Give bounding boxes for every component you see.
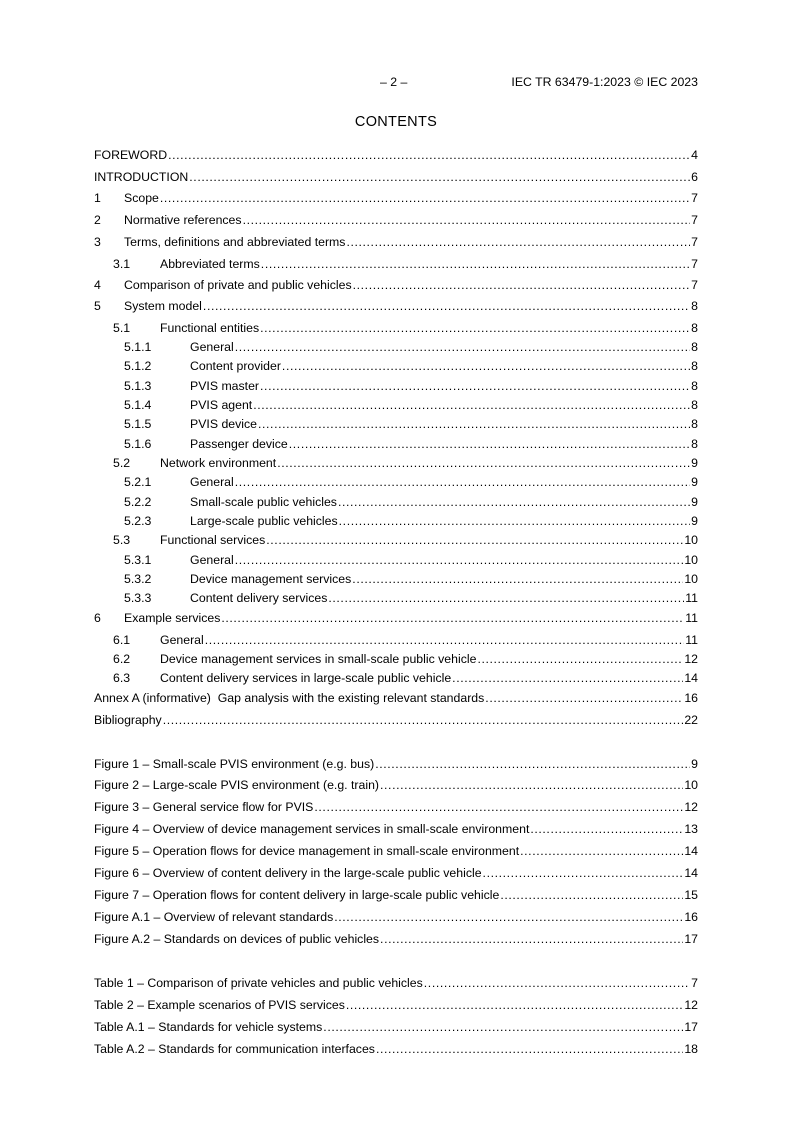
toc-entry-page: 9 xyxy=(691,495,698,509)
toc-entry-passenger-device[interactable] xyxy=(94,436,698,452)
table-entry[interactable] xyxy=(94,1019,698,1035)
figure-entry-text: Figure 7 – Operation flows for content delivery in large-scale public vehicle xyxy=(94,888,500,902)
toc-entry-number: 3.1 xyxy=(113,257,131,271)
toc-entry-text: Annex A (informative) Gap analysis with the existing relevant standards xyxy=(94,691,485,705)
toc-entry-text: Normative references xyxy=(124,213,242,227)
table-entry-text: Table A.1 – Standards for vehicle systems xyxy=(94,1020,323,1034)
figure-entry[interactable] xyxy=(94,865,698,881)
leader-dots xyxy=(483,865,684,881)
toc-entry-page: 8 xyxy=(691,379,698,393)
leader-dots xyxy=(530,821,683,837)
toc-entry-number: 4 xyxy=(94,278,101,292)
toc-entry-text: General xyxy=(190,553,234,567)
toc-entry-text: Content provider xyxy=(190,359,281,373)
toc-entry-number: 5.2.3 xyxy=(124,514,152,528)
leader-dots xyxy=(235,339,690,355)
table-entry-text: Table 2 – Example scenarios of PVIS services xyxy=(94,998,345,1012)
toc-entry-number: 5.1 xyxy=(113,321,131,335)
toc-entry-text: FOREWORD xyxy=(94,148,168,162)
toc-entry-example-services[interactable] xyxy=(94,610,698,626)
leader-dots xyxy=(346,997,683,1013)
figure-entry-text: Figure 3 – General service flow for PVIS xyxy=(94,800,314,814)
figure-entry[interactable] xyxy=(94,821,698,837)
toc-entry-device-management-example[interactable] xyxy=(94,651,698,667)
toc-entry-text: Functional services xyxy=(160,533,266,547)
toc-entry-number: 3 xyxy=(94,235,101,249)
leader-dots xyxy=(339,513,691,529)
leader-dots xyxy=(160,190,690,206)
toc-entry-terms[interactable] xyxy=(94,234,698,250)
toc-entry-normative-references[interactable] xyxy=(94,212,698,228)
toc-entry-number: 2 xyxy=(94,213,101,227)
leader-dots xyxy=(243,212,691,228)
toc-entry-content-delivery-example[interactable] xyxy=(94,670,698,686)
leader-dots xyxy=(500,887,683,903)
toc-entry-pvis-agent[interactable] xyxy=(94,397,698,413)
toc-entry-page: 11 xyxy=(685,611,698,625)
leader-dots xyxy=(221,610,684,626)
leader-dots xyxy=(353,277,691,293)
toc-entry-scope[interactable] xyxy=(94,190,698,206)
figure-entry[interactable] xyxy=(94,756,698,772)
toc-entry-text: Abbreviated terms xyxy=(160,257,260,271)
toc-entry-text: General xyxy=(190,340,234,354)
toc-entry-text: INTRODUCTION xyxy=(94,170,189,184)
leader-dots xyxy=(168,147,690,163)
table-entry-page: 7 xyxy=(691,976,698,990)
leader-dots xyxy=(277,455,690,471)
toc-entry-page: 14 xyxy=(684,671,698,685)
toc-entry-page: 9 xyxy=(691,514,698,528)
leader-dots xyxy=(266,532,683,548)
leader-dots xyxy=(334,909,683,925)
table-entry[interactable] xyxy=(94,997,698,1013)
figure-entry[interactable] xyxy=(94,799,698,815)
leader-dots xyxy=(452,670,683,686)
toc-entry-number: 5.3.1 xyxy=(124,553,152,567)
leader-dots xyxy=(289,436,690,452)
toc-entry-page: 11 xyxy=(685,591,698,605)
leader-dots xyxy=(477,651,683,667)
toc-entry-network-environment[interactable] xyxy=(94,455,698,471)
toc-entry-text: Scope xyxy=(124,191,159,205)
toc-entry-number: 5.2 xyxy=(113,456,131,470)
toc-entry-number: 5.1.4 xyxy=(124,398,152,412)
leader-dots xyxy=(323,1019,683,1035)
figure-entry-text: Figure 1 – Small-scale PVIS environment (e.g. bus) xyxy=(94,757,375,771)
toc-entry-number: 5.3 xyxy=(113,533,131,547)
toc-entry-number: 5.2.2 xyxy=(124,495,152,509)
toc-entry-functional-entities[interactable] xyxy=(94,320,698,336)
figure-entry-page: 12 xyxy=(684,800,698,814)
toc-entry-comparison[interactable] xyxy=(94,277,698,293)
leader-dots xyxy=(189,169,690,185)
toc-entry-page: 7 xyxy=(691,235,698,249)
toc-entry-text: Device management services in small-scale public vehicle xyxy=(160,652,477,666)
toc-entry-abbreviated-terms[interactable] xyxy=(94,256,698,272)
toc-entry-page: 12 xyxy=(684,652,698,666)
toc-entry-page: 8 xyxy=(691,398,698,412)
leader-dots xyxy=(346,234,690,250)
toc-entry-page: 7 xyxy=(691,191,698,205)
leader-dots xyxy=(328,590,684,606)
figure-entry[interactable] xyxy=(94,909,698,925)
toc-entry-page: 7 xyxy=(691,213,698,227)
toc-entry-text: Device management services xyxy=(190,572,352,586)
figure-entry-page: 14 xyxy=(684,844,698,858)
leader-dots xyxy=(424,975,690,991)
toc-entry-number: 6.3 xyxy=(113,671,131,685)
toc-entry-page: 9 xyxy=(691,475,698,489)
leader-dots xyxy=(260,320,690,336)
leader-dots xyxy=(253,397,690,413)
figure-entry-page: 13 xyxy=(684,822,698,836)
toc-entry-pvis-master[interactable] xyxy=(94,378,698,394)
figure-entry[interactable] xyxy=(94,931,698,947)
leader-dots xyxy=(282,358,690,374)
toc-entry-number: 6 xyxy=(94,611,101,625)
contents-title: CONTENTS xyxy=(354,114,438,130)
leader-dots xyxy=(520,843,683,859)
table-entry-page: 18 xyxy=(684,1042,698,1056)
toc-entry-page: 8 xyxy=(691,417,698,431)
leader-dots xyxy=(352,571,683,587)
toc-entry-page: 8 xyxy=(691,321,698,335)
toc-entry-content-provider[interactable] xyxy=(94,358,698,374)
toc-entry-text: General xyxy=(160,633,204,647)
toc-entry-page: 11 xyxy=(685,633,698,647)
figure-entry-page: 15 xyxy=(684,888,698,902)
toc-entry-text: Network environment xyxy=(160,456,277,470)
toc-entry-page: 8 xyxy=(691,359,698,373)
table-entry-text: Table 1 – Comparison of private vehicles and public vehicles xyxy=(94,976,423,990)
toc-entry-number: 5.1.1 xyxy=(124,340,152,354)
leader-dots xyxy=(261,256,690,272)
toc-entry-page: 8 xyxy=(691,299,698,313)
leader-dots xyxy=(375,756,690,772)
toc-entry-page: 16 xyxy=(684,691,698,705)
toc-entry-general-61[interactable] xyxy=(94,632,698,648)
toc-entry-number: 5.1.3 xyxy=(124,379,152,393)
leader-dots xyxy=(205,632,684,648)
toc-entry-small-scale-vehicles[interactable] xyxy=(94,494,698,510)
toc-entry-pvis-device[interactable] xyxy=(94,416,698,432)
table-entry[interactable] xyxy=(94,1041,698,1057)
table-entry-text: Table A.2 – Standards for communication interfaces xyxy=(94,1042,375,1056)
toc-entry-number: 5 xyxy=(94,299,101,313)
toc-entry-content-delivery-services[interactable] xyxy=(94,590,698,606)
toc-entry-functional-services[interactable] xyxy=(94,532,698,548)
leader-dots xyxy=(380,931,683,947)
toc-entry-introduction[interactable] xyxy=(94,169,698,185)
toc-entry-number: 5.1.6 xyxy=(124,437,152,451)
toc-entry-text: PVIS master xyxy=(190,379,260,393)
figure-entry-page: 16 xyxy=(684,910,698,924)
toc-entry-bibliography[interactable] xyxy=(94,712,698,728)
toc-entry-general-521[interactable] xyxy=(94,474,698,490)
toc-entry-page: 22 xyxy=(684,713,698,727)
leader-dots xyxy=(203,298,690,314)
toc-entry-number: 5.1.5 xyxy=(124,417,152,431)
toc-entry-number: 5.2.1 xyxy=(124,475,152,489)
leader-dots xyxy=(260,378,690,394)
figure-entry-text: Figure 5 – Operation flows for device management in small-scale environment xyxy=(94,844,520,858)
toc-entry-number: 5.3.2 xyxy=(124,572,152,586)
toc-entry-large-scale-vehicles[interactable] xyxy=(94,513,698,529)
toc-entry-page: 6 xyxy=(691,170,698,184)
toc-entry-text: Content delivery services xyxy=(190,591,328,605)
toc-entry-foreword[interactable] xyxy=(94,147,698,163)
table-entry-page: 17 xyxy=(684,1020,698,1034)
figure-entry[interactable] xyxy=(94,843,698,859)
table-entry[interactable] xyxy=(94,975,698,991)
figure-entry-text: Figure 2 – Large-scale PVIS environment (e.g. train) xyxy=(94,778,380,792)
toc-entry-text: Passenger device xyxy=(190,437,288,451)
toc-entry-text: Terms, definitions and abbreviated terms xyxy=(124,235,346,249)
figure-entry-text: Figure 6 – Overview of content delivery in the large-scale public vehicle xyxy=(94,866,482,880)
leader-dots xyxy=(485,690,683,706)
toc-entry-text: Bibliography xyxy=(94,713,162,727)
leader-dots xyxy=(376,1041,683,1057)
toc-entry-annex-a[interactable] xyxy=(94,690,698,706)
page-number: – 2 – xyxy=(380,75,408,89)
figure-entry-page: 17 xyxy=(684,932,698,946)
figure-entry-text: Figure A.1 – Overview of relevant standards xyxy=(94,910,334,924)
toc-entry-system-model[interactable] xyxy=(94,298,698,314)
toc-entry-text: General xyxy=(190,475,234,489)
figure-entry-page: 9 xyxy=(691,757,698,771)
toc-entry-page: 7 xyxy=(691,278,698,292)
toc-entry-page: 7 xyxy=(691,257,698,271)
toc-entry-page: 4 xyxy=(691,148,698,162)
leader-dots xyxy=(380,777,683,793)
toc-entry-page: 8 xyxy=(691,437,698,451)
toc-entry-general-511[interactable] xyxy=(94,339,698,355)
toc-entry-device-management-services[interactable] xyxy=(94,571,698,587)
toc-entry-page: 9 xyxy=(691,456,698,470)
toc-entry-text: Large-scale public vehicles xyxy=(190,514,338,528)
toc-entry-number: 6.2 xyxy=(113,652,131,666)
figure-entry[interactable] xyxy=(94,777,698,793)
toc-entry-page: 10 xyxy=(684,572,698,586)
toc-entry-general-531[interactable] xyxy=(94,552,698,568)
toc-entry-number: 6.1 xyxy=(113,633,131,647)
toc-entry-text: System model xyxy=(124,299,202,313)
leader-dots xyxy=(314,799,683,815)
toc-entry-page: 8 xyxy=(691,340,698,354)
page-header xyxy=(94,75,698,91)
table-entry-page: 12 xyxy=(684,998,698,1012)
figure-entry[interactable] xyxy=(94,887,698,903)
toc-entry-text: PVIS agent xyxy=(190,398,253,412)
leader-dots xyxy=(338,494,690,510)
document-reference: IEC TR 63479-1:2023 © IEC 2023 xyxy=(511,75,698,89)
toc-entry-page: 10 xyxy=(684,553,698,567)
figure-entry-text: Figure 4 – Overview of device management services in small-scale environment xyxy=(94,822,530,836)
toc-entry-text: Comparison of private and public vehicles xyxy=(124,278,352,292)
toc-entry-text: Content delivery services in large-scale public vehicle xyxy=(160,671,452,685)
leader-dots xyxy=(235,474,690,490)
leader-dots xyxy=(258,416,690,432)
toc-entry-number: 5.1.2 xyxy=(124,359,152,373)
leader-dots xyxy=(163,712,684,728)
toc-entry-text: Small-scale public vehicles xyxy=(190,495,337,509)
toc-entry-text: Functional entities xyxy=(160,321,260,335)
toc-entry-text: PVIS device xyxy=(190,417,257,431)
figure-entry-text: Figure A.2 – Standards on devices of public vehicles xyxy=(94,932,380,946)
leader-dots xyxy=(235,552,684,568)
toc-entry-number: 5.3.3 xyxy=(124,591,152,605)
figure-entry-page: 10 xyxy=(684,778,698,792)
figure-entry-page: 14 xyxy=(684,866,698,880)
toc-entry-number: 1 xyxy=(94,191,101,205)
toc-entry-text: Example services xyxy=(124,611,221,625)
toc-entry-page: 10 xyxy=(684,533,698,547)
